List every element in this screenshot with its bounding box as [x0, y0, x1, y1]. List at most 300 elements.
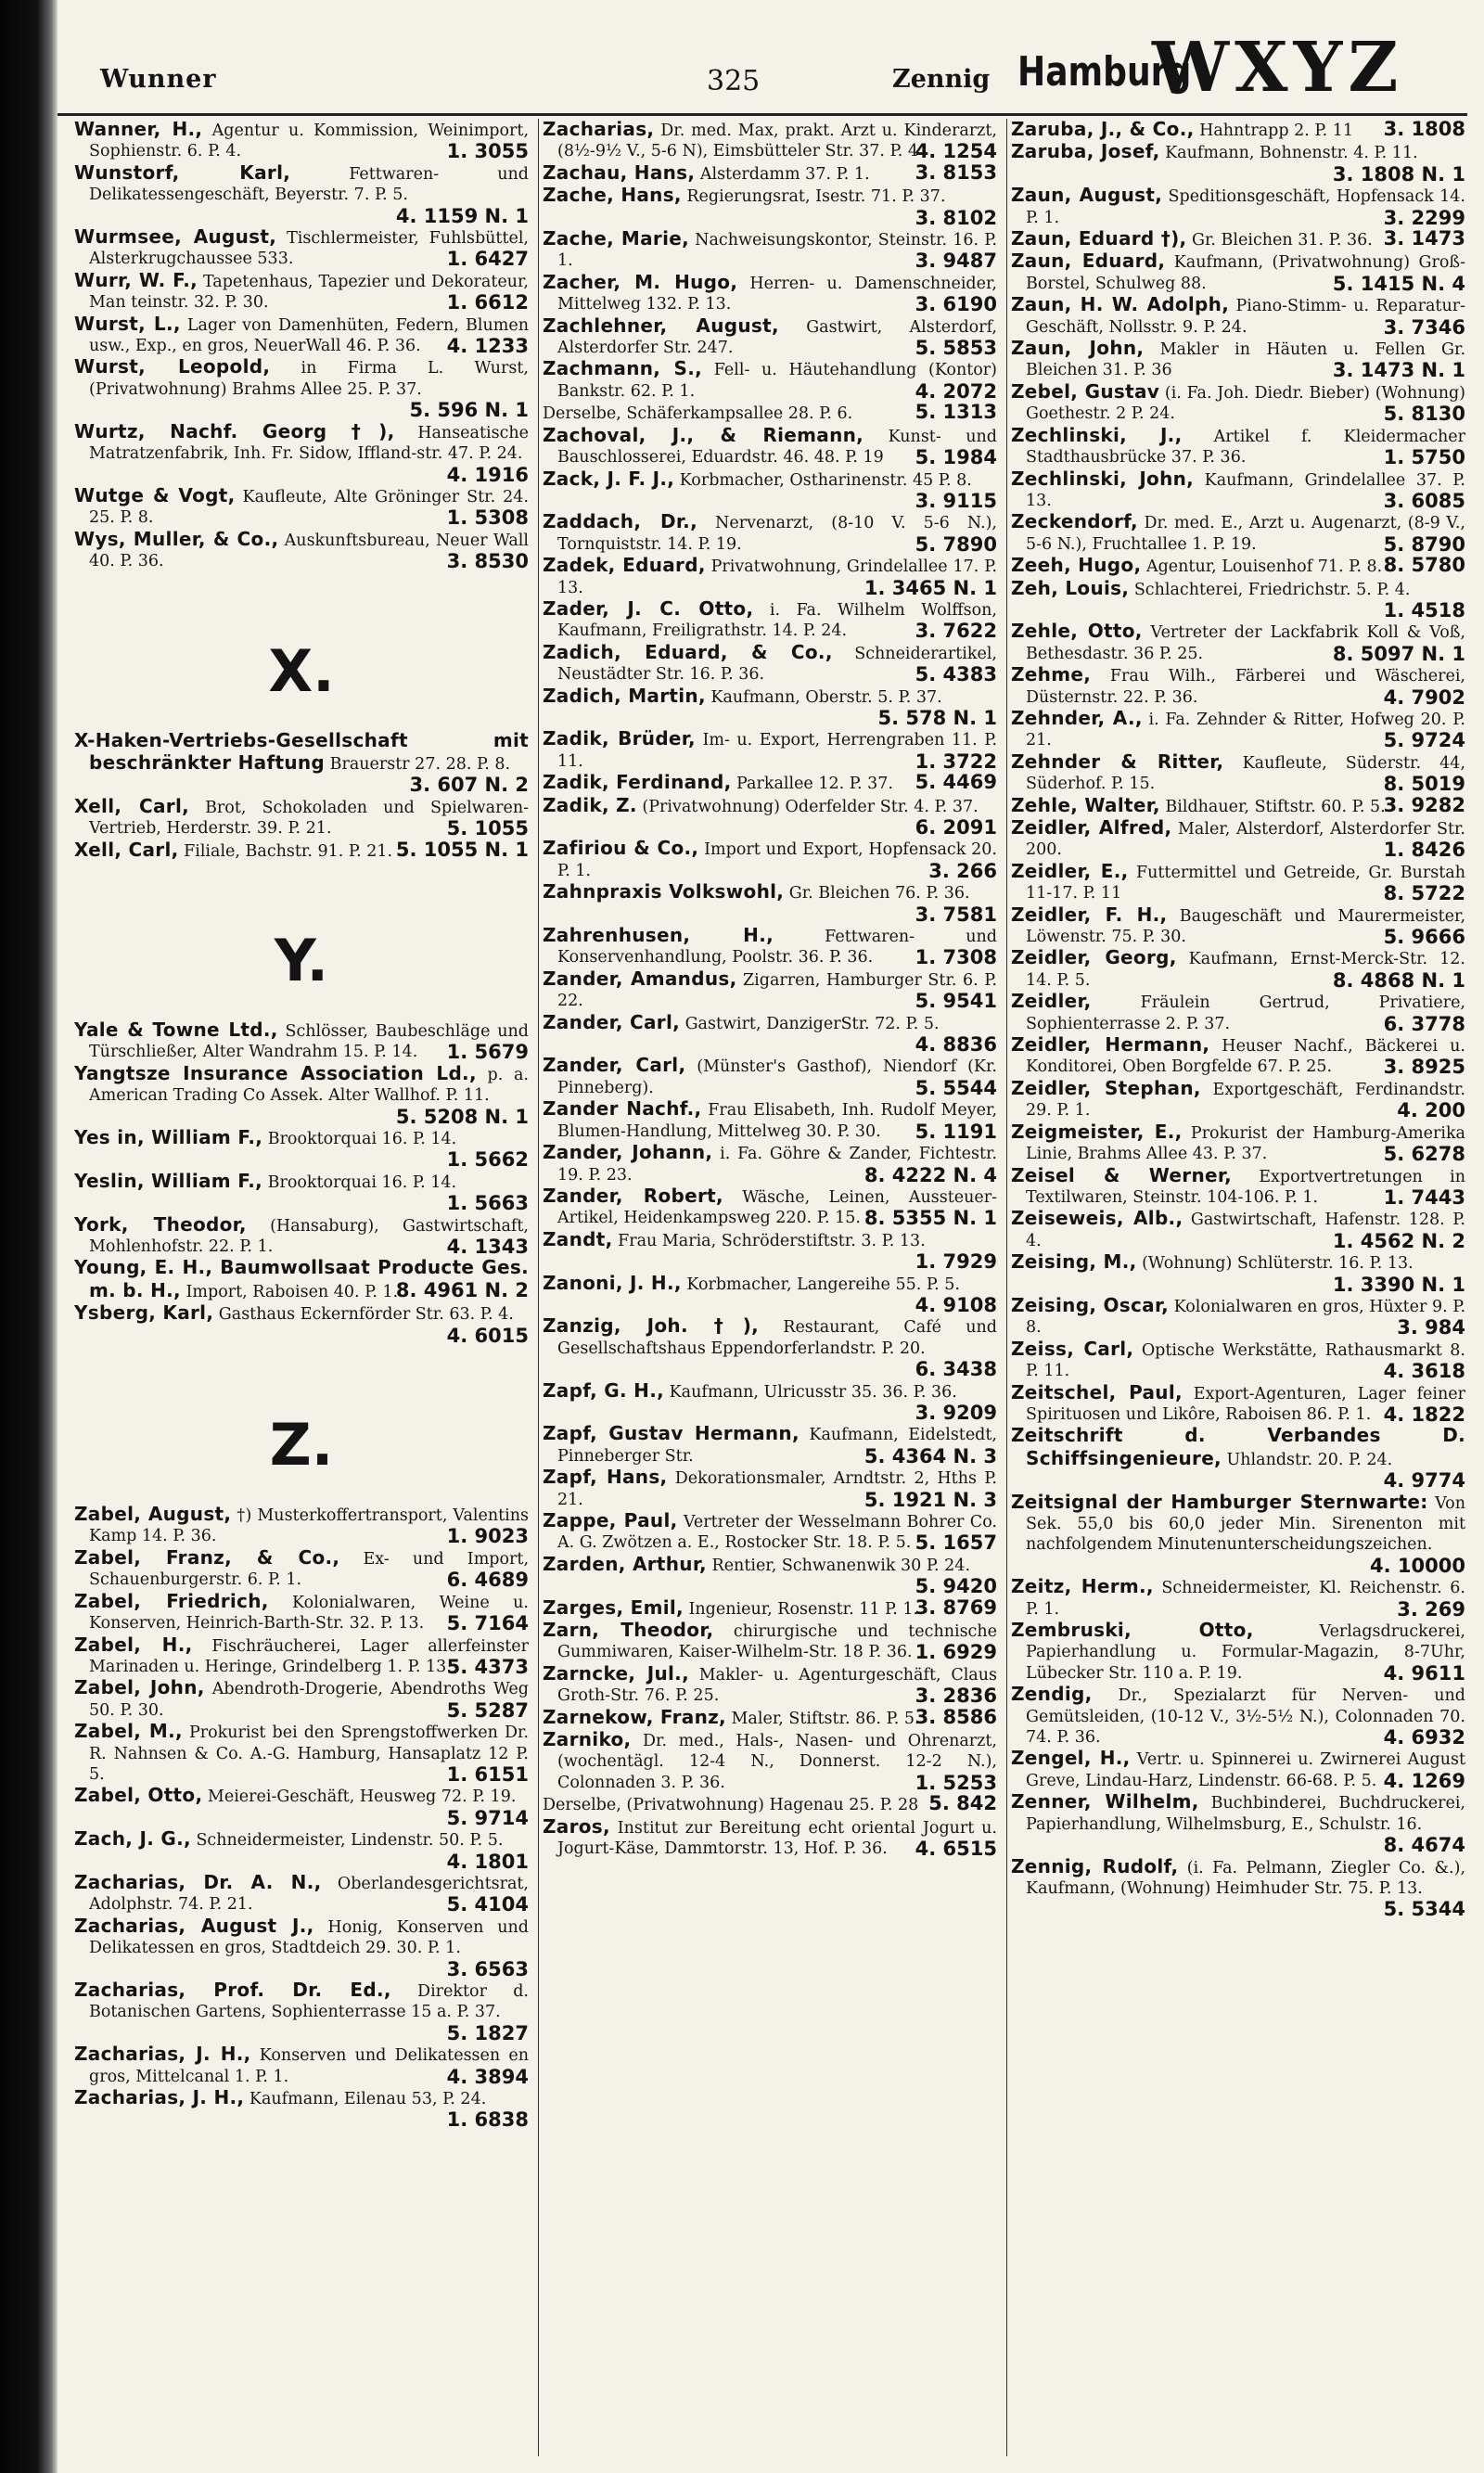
entry-name: Zahrenhusen, H., [543, 925, 774, 947]
directory-entry [1011, 1295, 1465, 1339]
entry-name: Zembruski, Otto, [1011, 1620, 1254, 1642]
entry-name: Zadich, Eduard, & Co., [543, 641, 833, 663]
directory-entry [543, 162, 997, 185]
entry-details: Meierei-Geschäft, Heusweg 72. P. 19. [202, 1787, 517, 1807]
entry-phone-number: 3. 1808 [1383, 119, 1465, 140]
entry-details: Wäsche, Leinen, Aussteuer-Artikel, Heidenkampsweg 220. P. 15. [557, 1187, 997, 1228]
entry-details: Verlagsdruckerei, Papierhandlung u. Formular-Magazin, 8-7Uhr, Lübecker Str. 110 a. P. 19. [1026, 1622, 1465, 1683]
entry-details: Import und Export, Hopfensack 20. P. 1. [557, 840, 997, 880]
directory-entry [1011, 381, 1465, 425]
directory-entry [543, 185, 997, 228]
entry-phone-number: 5. 5287 [446, 1698, 529, 1722]
entry-name: Xell, Carl, [74, 795, 190, 817]
entry-details: Herren- u. Damenschneider, Mittelweg 132. P. 13. [557, 274, 997, 314]
entry-details: in Firma L. Wurst, (Privatwohnung) Brahms Allee 25. P. 37. [89, 359, 529, 399]
directory-entry [74, 2044, 529, 2087]
directory-entry [74, 796, 529, 839]
entry-details: Makler- u. Agenturgeschäft, Claus Groth-Str. 76. P. 25. [557, 1665, 997, 1706]
entry-phone-number: 5. 1191 [915, 1120, 997, 1143]
entry-name: Zachmann, S., [543, 358, 703, 380]
entry-phone-number: 3. 1473 [1383, 228, 1465, 250]
entry-name: Zanoni, J. H., [543, 1272, 682, 1294]
entry-details: Piano-Stimm- u. Reparatur-Geschäft, Nollsstr. 9. P. 24. [1026, 297, 1465, 337]
entry-name: Zander, Johann, [543, 1142, 713, 1164]
entry-phone-number: 4. 8836 [915, 1033, 997, 1056]
entry-name: Zeitz, Herm., [1011, 1576, 1154, 1598]
directory-entry [74, 356, 529, 420]
entry-phone-number: 3. 8769 [915, 1596, 997, 1619]
entry-details: Alsterdamm 37. P. 1. [695, 164, 870, 184]
entry-phone-number: 5. 842 [928, 1793, 997, 1815]
entry-name: Zandt, [543, 1228, 613, 1250]
directory-entry [74, 839, 529, 862]
entry-details: Tapetenhaus, Tapezier und Dekorateur, Man teinstr. 32. P. 30. [89, 272, 529, 313]
entry-name: Zeitschrift d. Verbandes D. Schiffsingenieure, [1011, 1425, 1465, 1469]
directory-entry [74, 270, 529, 314]
entry-name: Zarncke, Jul., [543, 1662, 689, 1685]
directory-entry [74, 119, 529, 162]
entry-name: Zache, Hans, [543, 185, 682, 207]
entry-phone-number: 5. 9666 [1383, 926, 1465, 948]
entry-phone-number: 5. 4383 [915, 663, 997, 686]
column-3 [1011, 119, 1465, 2466]
entry-name: Zadik, Z. [543, 794, 637, 816]
entry-name: Zechlinski, J., [1011, 424, 1183, 446]
entry-phone-number: 8. 5780 [1383, 555, 1465, 577]
entry-phone-number: 3. 9115 [915, 489, 997, 512]
directory-entry [1011, 1339, 1465, 1382]
entry-details: Ingenieur, Rosenstr. 11 P. 1. [683, 1599, 919, 1619]
entry-phone-number: 5. 1657 [915, 1531, 997, 1554]
entry-phone-number: 4. 3618 [1383, 1360, 1465, 1382]
entry-details: Kaufmann, Ernst-Merck-Str. 12. 14. P. 5. [1026, 950, 1465, 990]
entry-details: Schneiderartikel, Neustädter Str. 16. P. 36. [557, 644, 997, 685]
entry-name: Zabel, August, [74, 1504, 232, 1526]
entry-name: Zeh, Louis, [1011, 577, 1130, 599]
directory-entry [74, 1547, 529, 1591]
directory-entry [543, 795, 997, 839]
directory-entry [543, 968, 997, 1012]
entry-details: Exportvertretungen in Textilwaren, Steinstr. 104-106. P. 1. [1026, 1167, 1465, 1207]
entry-phone-number: 3. 7581 [915, 903, 997, 926]
entry-phone-number: 5. 1055 [446, 817, 529, 839]
entry-name: Zaruba, Josef, [1011, 141, 1160, 163]
entry-name: Zacharias, Dr. A. N., [74, 1871, 322, 1893]
entry-details: Konserven und Delikatessen en gros, Mittelcanal 1. P. 1. [89, 2046, 529, 2086]
entry-details: Kaufmann, Eidelstedt, Pinneberger Str. [557, 1426, 997, 1466]
header-letters: WXYZ [1152, 28, 1404, 108]
directory-entry [74, 1980, 529, 2044]
entry-phone-number: 5. 9714 [446, 1806, 529, 1829]
entry-name: Zabel, Franz, & Co., [74, 1546, 340, 1569]
entry-phone-number: 4. 1822 [1383, 1403, 1465, 1426]
directory-entry [543, 119, 997, 162]
entry-phone-number: 1. 5679 [446, 1041, 529, 1063]
entry-details: Export-Agenturen, Lager feiner Spirituosen und Likôre, Raboisen 86. P. 1. [1026, 1384, 1465, 1424]
entry-phone-number: 3. 269 [1397, 1597, 1465, 1621]
entry-name: Zahnpraxis Volkswohl, [543, 881, 785, 903]
entry-name: Zarn, Theodor, [543, 1620, 714, 1642]
entry-phone-number: 4. 1269 [1383, 1769, 1465, 1792]
directory-entry [1011, 751, 1465, 795]
entry-name: Zeidler, Stephan, [1011, 1077, 1201, 1099]
entry-details: Auskunftsbureau, Neuer Wall 40. P. 36. [89, 531, 529, 571]
directory-entry [543, 1185, 997, 1229]
directory-entry [74, 226, 529, 270]
directory-entry [1011, 991, 1465, 1034]
entry-phone-number: 1. 7308 [915, 946, 997, 968]
entry-details: Tischlermeister, Fuhlsbüttel, Alsterkrugchaussee 533. [89, 229, 529, 269]
entry-name: X-Haken-Vertriebs-Gesellschaft mit beschränkter Haftung [74, 729, 529, 774]
entry-details: Prokurist der Hamburg-Amerika Linie, Brahms Allee 43. P. 37. [1026, 1123, 1465, 1164]
entry-details: Ex- und Import, Schauenburgerstr. 6. P. 1. [89, 1549, 529, 1590]
entry-name: Wurr, W. F., [74, 269, 198, 291]
entry-details: i. Fa. Göhre & Zander, Fichtestr. 19. P. 23. [557, 1145, 997, 1185]
entry-details: Vertr. u. Spinnerei u. Zwirnerei August Greve, Lindau-Harz, Lindenstr. 66-68. P. 5. [1026, 1750, 1465, 1790]
entry-details: Prokurist bei den Sprengstoffwerken Dr. R. Nahnsen & Co. A.-G. Hamburg, Hansaplatz 12 P. 5. [89, 1723, 529, 1784]
entry-details: Honig, Konserven und Delikatessen en gros, Stadtdeich 29. 30. P. 1. [89, 1917, 529, 1958]
entry-phone-number: 1. 4562 N. 2 [1332, 1229, 1465, 1252]
entry-details: (i. Fa. Joh. Diedr. Bieber) (Wohnung) Goethestr. 2 P. 24. [1026, 383, 1465, 424]
directory-entry [1011, 1078, 1465, 1121]
entry-phone-number: 1. 6612 [446, 291, 529, 314]
entry-phone-number: 4. 6015 [446, 1324, 529, 1347]
entry-phone-number: 1. 6929 [915, 1641, 997, 1663]
entry-details: Optische Werkstätte, Rathausmarkt 8. P. 11. [1026, 1340, 1465, 1381]
entry-details: Kaufmann, Grindelallee 37. P. 13. [1026, 470, 1465, 510]
entry-name: Young, E. H., Baumwollsaat Producte Ges. m. b. H., [74, 1257, 529, 1301]
entry-phone-number: 4. 1343 [446, 1236, 529, 1258]
entry-name: Wurtz, Nachf. Georg †), [74, 420, 395, 442]
entry-phone-number: 1. 6151 [446, 1762, 529, 1786]
directory-entry [74, 1171, 529, 1214]
directory-entry [1011, 1165, 1465, 1209]
entry-phone-number: 5. 7164 [446, 1612, 529, 1634]
entry-name: Zeeh, Hugo, [1011, 555, 1142, 577]
directory-entry [1011, 555, 1465, 577]
directory-entry [74, 485, 529, 529]
directory-entry [1011, 511, 1465, 555]
directory-entry [1011, 1034, 1465, 1078]
entry-phone-number: 5. 1921 N. 3 [864, 1488, 997, 1510]
entry-details: Brooktorquai 16. P. 14. [262, 1172, 457, 1192]
directory-entry [74, 1916, 529, 1980]
entry-name: Zander, Carl, [543, 1011, 680, 1033]
entry-name: Zader, J. C. Otto, [543, 597, 754, 620]
entry-phone-number: 3. 2299 [1383, 206, 1465, 229]
entry-phone-number: 5. 1055 N. 1 [395, 839, 529, 861]
entry-phone-number: 4. 1801 [446, 1850, 529, 1872]
entry-details: Bildhauer, Stiftstr. 60. P. 5. [1159, 797, 1386, 816]
entry-details: Gastwirtschaft, Hafenstr. 128. P. 4. [1026, 1211, 1465, 1250]
directory-entry [1011, 294, 1465, 338]
section-letter-heading: Y. [274, 926, 329, 994]
entry-phone-number: 5. 1313 [915, 402, 997, 424]
entry-phone-number: 5. 578 N. 1 [877, 706, 997, 729]
directory-entry [543, 511, 997, 555]
directory-entry [543, 642, 997, 686]
directory-entry [543, 555, 997, 598]
directory-entry [1011, 1121, 1465, 1165]
directory-entry [1011, 1856, 1465, 1920]
entry-name: Zacharias, August J., [74, 1915, 314, 1937]
directory-entry [543, 925, 997, 968]
entry-details: Speditionsgeschäft, Hopfensack 14. P. 1. [1026, 187, 1465, 227]
directory-entry [1011, 1492, 1465, 1577]
entry-phone-number: 4. 6932 [1383, 1726, 1465, 1749]
entry-details: Gastwirt, DanzigerStr. 72. P. 5. [680, 1014, 940, 1033]
entry-phone-number: 1. 4518 [1383, 598, 1465, 621]
entry-details: Fischräucherei, Lager allerfeinster Marinaden u. Heringe, Grindelberg 1. P. 13. [89, 1636, 529, 1676]
directory-entry [543, 1055, 997, 1098]
entry-name: Zeitsignal der Hamburger Sternwarte: [1011, 1491, 1428, 1513]
entry-details: Kaufmann, Bohnenstr. 4. P. 11. [1159, 144, 1418, 163]
entry-name: Wunstorf, Karl, [74, 161, 291, 184]
directory-entry [543, 1229, 997, 1273]
entry-details: Kolonialwaren en gros, Hüxter 9. P. 8. [1026, 1297, 1465, 1338]
entry-name: Zeisel & Werner, [1011, 1164, 1232, 1186]
entry-details: Im- u. Export, Herrengraben 11. P. 11. [557, 731, 997, 771]
directory-entry [74, 1677, 529, 1721]
entry-details: Filiale, Bachstr. 91. P. 21. [178, 841, 393, 861]
entry-details: Fettwaren- und Konservenhandlung, Poolstr. 36. P. 36. [557, 928, 997, 967]
entry-name: Zeising, Oscar, [1011, 1294, 1170, 1316]
entry-details: Frau Elisabeth, Inh. Rudolf Meyer, Blumen-Handlung, Mittelweg 30. P. 30. [557, 1101, 997, 1141]
directory-entry [74, 1634, 529, 1678]
directory-entry [543, 358, 997, 402]
entry-name: Zaun, John, [1011, 338, 1145, 360]
directory-entry [543, 402, 997, 424]
entry-details: Schneidermeister, Lindenstr. 50. P. 5. [190, 1831, 504, 1851]
directory-entry [1011, 1425, 1465, 1491]
entry-details: Exportgeschäft, Ferdinandstr. 29. P. 1. [1026, 1080, 1465, 1121]
directory-entry [543, 468, 997, 512]
entry-details: Gastwirt, Alsterdorf, Alsterdorfer Str. 247. [557, 317, 997, 358]
entry-phone-number: 5. 9541 [915, 990, 997, 1012]
entry-details: Agentur, Louisenhof 71. P. 8. [1141, 557, 1383, 577]
entry-details: Oberlandesgerichtsrat, Adolphstr. 74. P. 21. [89, 1874, 529, 1915]
entry-name: Zarnekow, Franz, [543, 1706, 726, 1728]
entry-phone-number: 1. 5308 [446, 506, 529, 529]
entry-details: Korbmacher, Langereihe 55. P. 5. [681, 1275, 960, 1294]
entry-phone-number: 3. 1808 N. 1 [1332, 162, 1465, 186]
entry-details: Makler in Häuten u. Fellen Gr. Bleichen 31. P. 36 [1026, 340, 1465, 380]
directory-entry [543, 686, 997, 729]
entry-details: Institut zur Bereitung echt oriental Jogurt u. Jogurt-Käse, Dammtorstr. 13, Hof. P. 36. [557, 1818, 997, 1859]
column-1 [74, 119, 529, 2466]
entry-name: Zander, Robert, [543, 1185, 723, 1207]
entry-details: chirurgische und technische Gummiwaren, Kaiser-Wilhelm-Str. 18 P. 36. [557, 1622, 997, 1662]
entry-name: Zenner, Wilhelm, [1011, 1791, 1199, 1813]
entry-details: Maler, Stiftstr. 86. P. 5. [725, 1709, 920, 1728]
directory-entry [1011, 578, 1465, 621]
entry-phone-number: 3. 9487 [915, 250, 997, 272]
entry-details: Gasthaus Eckernförder Str. 63. P. 4. [213, 1305, 514, 1325]
entry-details: †) Musterkoffertransport, Valentins Kamp 14. P. 36. [89, 1506, 529, 1546]
entry-phone-number: 6. 4689 [446, 1569, 529, 1591]
directory-entry [543, 1620, 997, 1663]
directory-entry [543, 1597, 997, 1620]
directory-entry [543, 598, 997, 642]
entry-details: Kunst- und Bauschlosserei, Eduardstr. 46. 48. P. 19 [557, 427, 997, 468]
directory-entry [543, 1510, 997, 1554]
entry-details: Zigarren, Hamburger Str. 6. P. 22. [557, 970, 997, 1011]
entry-name: Zaun, Eduard, [1011, 250, 1166, 273]
entry-name: Xell, Carl, [74, 839, 179, 861]
entry-details: Fräulein Gertrud, Privatiere, Sophienterrasse 2. P. 37. [1026, 993, 1465, 1033]
entry-name: Zabel, John, [74, 1677, 205, 1699]
directory-entry [74, 421, 529, 485]
entry-phone-number: 5. 8790 [1383, 532, 1465, 556]
directory-entry [1011, 1208, 1465, 1251]
entry-phone-number: 4. 1233 [446, 335, 529, 357]
entry-phone-number: 4. 10000 [1370, 1554, 1465, 1577]
entry-phone-number: 1. 3055 [446, 140, 529, 162]
entry-details: Von Sek. 55,0 bis 60,0 jeder Min. Sirenenton mit nachfolgendem Minutenunterscheidungszeichen. [1026, 1493, 1465, 1555]
entry-phone-number: 6. 2091 [915, 816, 997, 839]
entry-details: Kaufmann, Ulricusstr 35. 36. P. 36. [664, 1382, 957, 1402]
directory-entry [1011, 947, 1465, 991]
entry-phone-number: 6. 3438 [915, 1358, 997, 1380]
entry-name: Zabel, Otto, [74, 1785, 203, 1807]
entry-phone-number: 5. 5853 [915, 337, 997, 359]
entry-name: Zeidler, [1011, 991, 1092, 1013]
entry-name: Zaruba, J., & Co., [1011, 119, 1195, 140]
entry-phone-number: 1. 7929 [915, 1250, 997, 1273]
section-letter-heading: X. [268, 636, 335, 705]
entry-details: Hahntrapp 2. P. 11 [1194, 122, 1353, 140]
entry-phone-number: 3. 984 [1397, 1316, 1465, 1339]
entry-details: Gr. Bleichen 31. P. 36. [1186, 231, 1373, 250]
entry-details: (Wohnung) Schlüterstr. 16. P. 13. [1136, 1254, 1414, 1274]
directory-entry [543, 728, 997, 772]
entry-name: Zachoval, J., & Riemann, [543, 424, 864, 446]
entry-details: Kaufleute, Alte Gröninger Str. 24. 25. P. 8. [89, 487, 529, 528]
entry-phone-number: 3. 8102 [915, 206, 997, 229]
directory-entry [543, 1380, 997, 1424]
entry-name: Zehle, Walter, [1011, 794, 1160, 816]
header-last-name: Zennig [892, 65, 991, 94]
entry-details: Vertreter der Lackfabrik Koll & Voß, Bethesdastr. 36 P. 25. [1026, 623, 1465, 663]
directory-entry [543, 315, 997, 359]
entry-name: Zechlinski, John, [1011, 468, 1195, 490]
entry-phone-number: 8. 4868 N. 1 [1332, 968, 1465, 992]
entry-phone-number: 3. 8925 [1383, 1056, 1465, 1078]
entry-phone-number: 4. 9108 [915, 1293, 997, 1316]
entry-phone-number: 1. 3390 N. 1 [1332, 1273, 1465, 1295]
entry-name: Zehnder & Ritter, [1011, 750, 1224, 773]
entry-phone-number: 5. 596 N. 1 [409, 399, 529, 421]
entry-phone-number: 3. 607 N. 2 [409, 774, 529, 796]
entry-name: Wanner, H., [74, 119, 203, 140]
entry-details: Heuser Nachf., Bäckerei u. Konditorei, Oben Borgfelde 67. P. 25. [1026, 1037, 1465, 1077]
entry-phone-number: 8. 4674 [1383, 1834, 1465, 1856]
directory-entry [543, 1729, 997, 1793]
directory-entry [74, 1828, 529, 1872]
entry-details: Dr. med., Hals-, Nasen- und Ohrenarzt, (wochentägl. 12-4 N., Donnerst. 12-2 N.), Colonnaden 3. P. 36. [557, 1732, 997, 1792]
directory-entry [74, 2087, 529, 2131]
entry-details: Buchbinderei, Buchdruckerei, Papierhandlung, Wilhelmsburg, E., Schulstr. 16. [1026, 1794, 1465, 1834]
entry-details: (Privatwohnung) Oderfelder Str. 4. P. 37. [636, 797, 979, 816]
entry-phone-number: 8. 4961 N. 2 [395, 1278, 529, 1301]
entry-details: Derselbe, (Privatwohnung) Hagenau 25. P. 28 [543, 1796, 919, 1815]
entry-phone-number: 5. 1984 [915, 446, 997, 468]
entry-phone-number: 5. 4104 [446, 1893, 529, 1916]
header-first-name: Wunner [100, 65, 217, 94]
entry-details: Kaufleute, Süderstr. 44, Süderhof. P. 15. [1026, 753, 1465, 794]
entry-name: Zanzig, Joh. †), [543, 1315, 760, 1338]
directory-entry [74, 162, 529, 226]
page-number: 325 [707, 65, 761, 97]
entry-details: Parkallee 12. P. 37. [731, 775, 893, 794]
entry-details: Futtermittel und Getreide, Gr. Burstah 11-17. P. 11 [1026, 863, 1465, 903]
entry-name: Yale & Towne Ltd., [74, 1019, 278, 1041]
entry-details: Kaufmann, Oberstr. 5. P. 37. [705, 687, 942, 707]
directory-entry [1011, 1620, 1465, 1684]
entry-phone-number: 5. 8130 [1383, 403, 1465, 425]
directory-entry [1011, 708, 1465, 751]
entry-name: Zeitschel, Paul, [1011, 1381, 1183, 1403]
scan-binding-edge [0, 0, 58, 2473]
entry-name: Zacharias, J. H., [74, 2087, 245, 2109]
directory-entry [1011, 185, 1465, 228]
entry-phone-number: 3. 6563 [446, 1957, 529, 1980]
directory-entry [543, 772, 997, 794]
entry-phone-number: 1. 5663 [446, 1192, 529, 1214]
directory-entry [74, 1214, 529, 1258]
entry-name: Zadek, Eduard, [543, 555, 706, 577]
entry-name: Zachlehner, August, [543, 314, 779, 337]
entry-details: Nachweisungskontor, Steinstr. 16. P. 1. [557, 231, 997, 271]
entry-details: Brauerstr 27. 28. P. 8. [325, 754, 511, 774]
entry-name: Zennig, Rudolf, [1011, 1855, 1179, 1877]
directory-entry [543, 1315, 997, 1379]
directory-entry [1011, 425, 1465, 468]
entry-phone-number: 5. 5344 [1383, 1898, 1465, 1920]
entry-details: Fettwaren- und Delikatessengeschäft, Beyerstr. 7. P. 5. [89, 164, 529, 205]
entry-name: Zaun, Eduard †), [1011, 228, 1187, 250]
entry-phone-number: 1. 5662 [446, 1148, 529, 1171]
entry-name: Zapf, G. H., [543, 1379, 664, 1402]
header-rule [58, 113, 1467, 116]
entry-details: Direktor d. Botanischen Gartens, Sophienterrasse 15 a. P. 37. [89, 1982, 529, 2022]
entry-phone-number: 3. 1473 N. 1 [1332, 359, 1465, 381]
entry-phone-number: 8. 5097 N. 1 [1332, 642, 1465, 665]
entry-phone-number: 8. 4222 N. 4 [864, 1163, 997, 1185]
entry-name: Yangtsze Insurance Association Ld., [74, 1062, 477, 1084]
directory-entry [74, 1785, 529, 1828]
entry-phone-number: 5. 1827 [446, 2021, 529, 2044]
entry-name: Wurst, L., [74, 313, 181, 335]
directory-entry [543, 1012, 997, 1056]
directory-entry [1011, 664, 1465, 708]
entry-phone-number: 1. 5750 [1383, 446, 1465, 468]
entry-name: Zarden, Arthur, [543, 1553, 707, 1575]
entry-details: Frau Maria, Schröderstiftstr. 3. P. 13. [612, 1231, 926, 1250]
entry-phone-number: 3. 8586 [915, 1706, 997, 1728]
entry-phone-number: 1. 3722 [915, 750, 997, 773]
entry-phone-number: 4. 1254 [915, 140, 997, 162]
column-2 [543, 119, 997, 2466]
section-letter-heading: Z. [269, 1411, 334, 1480]
entry-name: Zeidler, E., [1011, 860, 1129, 882]
page-header [58, 0, 1484, 111]
entry-phone-number: 3. 8153 [915, 161, 997, 184]
entry-name: Zachau, Hans, [543, 161, 696, 184]
entry-details: Fell- u. Häutehandlung (Kontor) Bankstr. 62. P. 1. [557, 361, 997, 401]
directory-entry [1011, 1684, 1465, 1748]
directory-entry [74, 1302, 529, 1346]
